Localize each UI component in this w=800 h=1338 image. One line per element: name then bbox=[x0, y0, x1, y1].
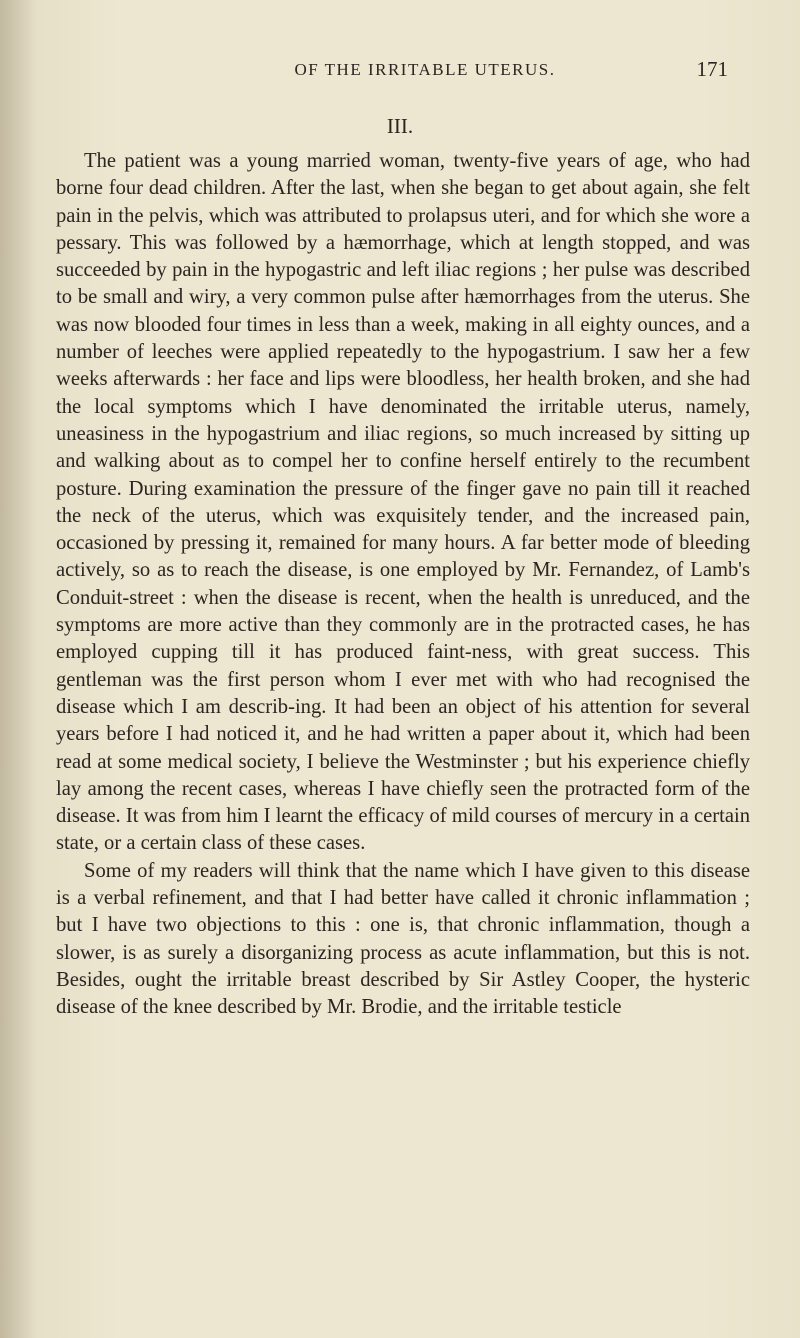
body-text bbox=[56, 148, 750, 1022]
page-number: 171 bbox=[696, 57, 728, 81]
running-title: OF THE IRRITABLE UTERUS. bbox=[294, 60, 556, 79]
paragraph: Some of my readers will think that the name which I have given to this disease is a verbal refinement, and that I had better have called it chronic inflammation ; but I have two objections to this : one is, that chronic inflammation, though a slower, is as surely a disorganizing process as acute inflammation, but this is not. Besides, ought the irritable breast described by Sir Astley Cooper, the hysteric disease of the knee described by Mr. Brodie, and the irritable testicle bbox=[56, 859, 750, 1019]
binding-gutter-shadow bbox=[0, 0, 36, 1338]
running-head bbox=[0, 57, 800, 90]
section-heading: III. bbox=[386, 114, 414, 138]
paragraph: The patient was a young married woman, twenty-five years of age, who had borne four dead children. After the last, when she began to get about again, she felt pain in the pelvis, which was attributed to prolapsus uteri, and for which she wore a pessary. This was followed by a hæmorrhage, which at length stopped, and was succeeded by pain in the hypogastric and left iliac regions ; her pulse was described to be small and wiry, a very common pulse after hæmorrhages from the uterus. She was now blooded four times in less than a week, making in all eighty ounces, and a number of leeches were applied repeatedly to the hypogastrium. I saw her a few weeks afterwards : her face and lips were bloodless, her health broken, and she had the local symptoms which I have denominated the irritable uterus, namely, uneasiness in the hypogastrium and iliac regions, so much increased by sitting up and walking about as to compel her to confine herself entirely to the recumbent posture. During examination the pressure of the finger gave no pain till it reached the neck of the uterus, which was exquisitely tender, and the increased pain, occasioned by pressing it, remained for many hours. A far better mode of bleeding actively, so as to reach the disease, is one employed by Mr. Fernandez, of Lamb's Conduit-street : when the disease is recent, when the health is unreduced, and the symptoms are more active than they commonly are in the protracted cases, he has employed cupping till it has produced faint-ness, with great success. This gentleman was the first person whom I ever met with who had recognised the disease which I am describ-ing. It had been an object of his attention for several years before I had noticed it, and he had written a paper about it, which had been read at some medical society, I believe the Westminster ; but his experience chiefly lay among the recent cases, whereas I have chiefly seen the protracted form of the disease. It was from him I learnt the efficacy of mild courses of mercury in a certain state, or a certain class of these cases. bbox=[56, 150, 750, 855]
